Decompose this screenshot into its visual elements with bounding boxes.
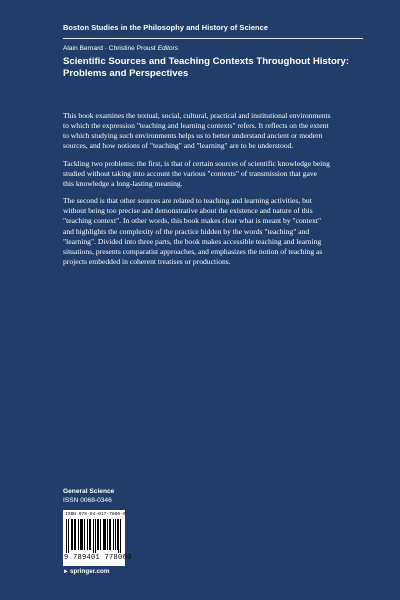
blurb-line: without being too precise and demonstrative about the existence and nature of this [63,206,313,216]
blurb [63,111,363,274]
blurb-line: "learning". Divided into three parts, the book makes accessible teaching and learning [63,236,322,246]
blurb-line: "teaching context". In other words, this book makes clear what is meant by "context" [63,216,322,226]
editors-line [63,45,178,52]
blurb-line: projects embedded in coherent treatises or productions. [63,257,231,267]
blurb-line: this knowledge a long-lasting meaning. [63,178,183,188]
divider-rule [63,38,363,39]
book-title-line: Scientific Sources and Teaching Contexts Throughout History: [63,56,350,67]
issn-label: ISSN 0068-0346 [63,496,112,504]
classification [63,488,114,505]
publisher-link[interactable] [63,568,110,575]
blurb-line: studied without taking into account the various "contexts" of transmission that gave [63,168,318,178]
editors-role: Editors [157,45,179,52]
series-title: Boston Studies in the Philosophy and History of Science [63,23,269,32]
blurb-line: and highlights the complexity of the practice hidden by the words "teaching" and [63,226,310,236]
isbn-label: ISBN 978-94-017-7806-0 [65,512,126,517]
book-title-line: Problems and Perspectives [63,68,189,79]
publisher-url: springer.com [69,568,110,575]
blurb-line: sources, and how notions of "teaching" and "learning" are to be understood. [63,141,294,151]
ean-digits: 9 789401 778060 [64,554,132,562]
editor-names: Alain Bernard · Christine Proust [63,45,156,52]
barcode-bars [66,519,122,553]
blurb-line: situations, presents comparatist approaches, and emphasizes the notion of teaching as [63,246,323,256]
blurb-line: to which studying such environments helps us to better understand ancient or modern [63,131,323,141]
book-title [63,56,363,80]
blurb-paragraph-2 [63,159,363,189]
barcode [63,510,132,566]
arrow-icon: ► [63,569,69,575]
blurb-line: Tackling two problems: the first, is that of certain sources of scientific knowledge being [63,158,330,168]
subject-label: General Science [63,488,115,495]
blurb-line: The second is that other sources are related to teaching and learning activities, but [63,196,312,206]
blurb-paragraph-3 [63,196,363,267]
blurb-line: to which the expression "teaching and learning contexts" refers. It reflects on the extent [63,121,329,131]
blurb-paragraph-1 [63,111,363,152]
blurb-line: This book examines the textual, social, cultural, practical and institutional environments [63,111,331,120]
